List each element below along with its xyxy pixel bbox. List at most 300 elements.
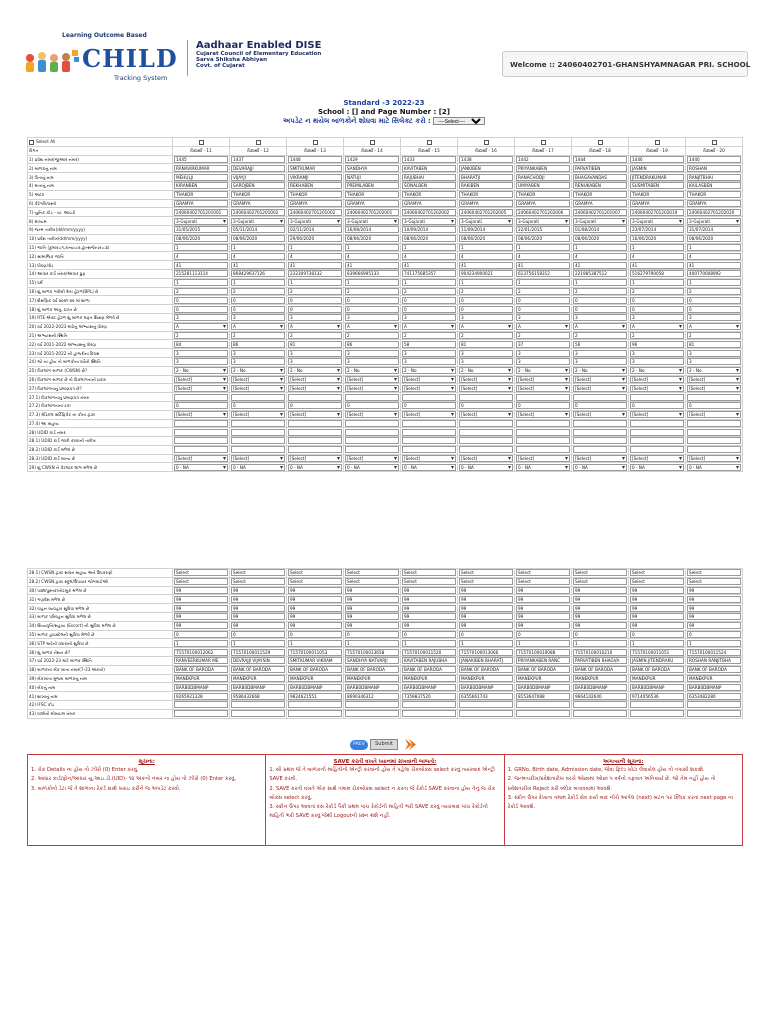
field-input[interactable]: PRIYANKABEN xyxy=(516,165,570,172)
field-input[interactable]: 3 xyxy=(630,358,684,365)
field-select[interactable]: [Select] ▾ xyxy=(345,385,399,392)
select-all-checkbox[interactable] xyxy=(29,140,34,145)
field-input[interactable] xyxy=(402,394,456,401)
field-select[interactable]: [Select] ▾ xyxy=(573,411,627,418)
field-input[interactable]: 0 xyxy=(459,306,513,313)
field-input[interactable]: BANK OF BARODA xyxy=(516,666,570,673)
field-input[interactable]: 10/09/2014 xyxy=(402,226,456,233)
field-input[interactable]: GRAMYA xyxy=(516,200,570,207)
field-select[interactable]: [Select] ▾ xyxy=(231,385,285,392)
field-input[interactable]: 9824621551 xyxy=(288,693,342,700)
field-input[interactable]: 2 xyxy=(174,332,228,339)
field-input[interactable]: 1 xyxy=(573,244,627,251)
field-input[interactable] xyxy=(174,710,228,717)
field-select[interactable]: [Select] ▾ xyxy=(459,376,513,383)
field-input[interactable]: 4 xyxy=(516,253,570,260)
field-input[interactable] xyxy=(630,701,684,708)
field-input[interactable]: 0 xyxy=(459,631,513,638)
field-input[interactable] xyxy=(459,701,513,708)
field-input[interactable]: KAILASBEN xyxy=(687,182,741,189)
field-input[interactable]: BANK OF BARODA xyxy=(288,666,342,673)
field-select[interactable]: [Select] ▾ xyxy=(288,376,342,383)
field-input[interactable]: 24060402701202005 xyxy=(459,209,513,216)
field-input[interactable]: 3 xyxy=(687,350,741,357)
field-input[interactable]: MANEKPUR xyxy=(288,675,342,682)
field-input[interactable]: JASMIN JITENDRAKU xyxy=(630,657,684,664)
field-input[interactable] xyxy=(345,420,399,427)
field-input[interactable] xyxy=(402,446,456,453)
field-select[interactable]: A ▾ xyxy=(630,323,684,330)
field-input[interactable]: 2 xyxy=(687,332,741,339)
field-select[interactable]: [Select] ▾ xyxy=(687,385,741,392)
field-input[interactable]: 0 xyxy=(288,306,342,313)
field-input[interactable]: 0 xyxy=(459,402,513,409)
student-checkbox[interactable] xyxy=(256,140,261,145)
field-input[interactable]: 1440 xyxy=(687,156,741,163)
field-input[interactable]: 4 xyxy=(573,253,627,260)
field-select[interactable]: [Select] ▾ xyxy=(402,385,456,392)
field-input[interactable]: BANK OF BARODA xyxy=(459,666,513,673)
field-input[interactable]: 0 xyxy=(402,297,456,304)
field-input[interactable]: 96 xyxy=(630,341,684,348)
field-select[interactable]: 3-Gujarati ▾ xyxy=(573,218,627,225)
field-input[interactable]: 0 xyxy=(573,306,627,313)
field-input[interactable]: 0 xyxy=(345,631,399,638)
field-input[interactable] xyxy=(630,710,684,717)
field-input[interactable]: JANAKIBEN BHARATJ xyxy=(459,657,513,664)
field-input[interactable]: 2 xyxy=(687,288,741,295)
field-select[interactable]: [Select] ▾ xyxy=(174,455,228,462)
field-input[interactable] xyxy=(459,394,513,401)
field-input[interactable]: THAKOR xyxy=(630,191,684,198)
field-select[interactable]: [Select] ▾ xyxy=(687,411,741,418)
field-select[interactable]: [Select] ▾ xyxy=(345,376,399,383)
field-input[interactable]: BANK OF BARODA xyxy=(345,666,399,673)
field-input[interactable]: MANEKPUR xyxy=(459,675,513,682)
field-input[interactable]: 3 xyxy=(630,350,684,357)
field-input[interactable]: 3 xyxy=(231,350,285,357)
field-input[interactable]: 99 xyxy=(345,622,399,629)
field-input[interactable] xyxy=(345,437,399,444)
field-input[interactable]: 0 xyxy=(516,297,570,304)
field-input[interactable]: Select xyxy=(288,569,342,576)
field-input[interactable] xyxy=(516,446,570,453)
field-select[interactable]: 3-Gujarati ▾ xyxy=(288,218,342,225)
field-input[interactable]: 1 xyxy=(516,244,570,251)
field-select[interactable]: [Select] ▾ xyxy=(231,455,285,462)
field-input[interactable]: VIKRAMJI xyxy=(288,174,342,181)
field-input[interactable]: Select xyxy=(402,578,456,585)
field-input[interactable]: 2 xyxy=(402,332,456,339)
field-input[interactable]: 1 xyxy=(174,244,228,251)
field-input[interactable]: 1 xyxy=(345,244,399,251)
field-input[interactable]: 24060402701202020 xyxy=(687,209,741,216)
field-input[interactable] xyxy=(174,420,228,427)
field-input[interactable]: 71570100012062 xyxy=(174,649,228,656)
field-input[interactable]: 41 xyxy=(459,262,513,269)
field-input[interactable]: 99 xyxy=(402,613,456,620)
field-input[interactable]: KAVITABEN xyxy=(402,165,456,172)
field-select[interactable]: [Select] ▾ xyxy=(231,411,285,418)
field-input[interactable]: 2 xyxy=(402,288,456,295)
field-select[interactable]: [Select] ▾ xyxy=(516,455,570,462)
field-input[interactable]: GRAMYA xyxy=(174,200,228,207)
field-select[interactable]: A ▾ xyxy=(231,323,285,330)
field-input[interactable]: 3 xyxy=(231,358,285,365)
field-input[interactable]: 23/07/2014 xyxy=(630,226,684,233)
field-input[interactable]: KAVITABEN RAJUBHA xyxy=(402,657,456,664)
field-input[interactable]: 99 xyxy=(288,596,342,603)
field-input[interactable]: BARB0DBMANP xyxy=(516,684,570,691)
field-input[interactable]: BANK OF BARODA xyxy=(174,666,228,673)
field-input[interactable]: 99 xyxy=(345,596,399,603)
field-input[interactable] xyxy=(231,420,285,427)
field-input[interactable]: 1 xyxy=(459,279,513,286)
field-input[interactable]: 9714056536 xyxy=(630,693,684,700)
field-input[interactable]: GRAMYA xyxy=(345,200,399,207)
field-select[interactable]: [Select] ▾ xyxy=(288,411,342,418)
field-input[interactable]: 37 xyxy=(516,341,570,348)
field-input[interactable]: SMITKUMAR xyxy=(288,165,342,172)
field-input[interactable]: 1 xyxy=(630,640,684,647)
field-input[interactable]: PREMILABEN xyxy=(345,182,399,189)
field-input[interactable]: 05/11/2014 xyxy=(231,226,285,233)
field-input[interactable] xyxy=(288,446,342,453)
field-input[interactable]: 400770008992 xyxy=(687,270,741,277)
field-input[interactable]: Select xyxy=(630,578,684,585)
field-input[interactable]: 2 xyxy=(231,288,285,295)
field-input[interactable]: 3 xyxy=(402,358,456,365)
field-input[interactable]: 41 xyxy=(174,262,228,269)
field-input[interactable]: 71570100011051 xyxy=(630,649,684,656)
field-select[interactable]: A ▾ xyxy=(573,323,627,330)
field-input[interactable]: 0 xyxy=(573,402,627,409)
field-select[interactable]: [Select] ▾ xyxy=(573,385,627,392)
field-input[interactable] xyxy=(345,446,399,453)
field-select[interactable]: 0 - NA ▾ xyxy=(573,464,627,471)
field-input[interactable]: 71570100011053 xyxy=(288,649,342,656)
field-select[interactable]: [Select] ▾ xyxy=(516,411,570,418)
field-select[interactable]: [Select] ▾ xyxy=(687,376,741,383)
field-input[interactable] xyxy=(459,437,513,444)
field-input[interactable]: GRAMYA xyxy=(687,200,741,207)
field-input[interactable]: 613756158312 xyxy=(516,270,570,277)
field-input[interactable]: 3 xyxy=(345,358,399,365)
field-input[interactable]: 1 xyxy=(459,244,513,251)
field-input[interactable]: THAKOR xyxy=(402,191,456,198)
field-select[interactable]: 2 - No ▾ xyxy=(345,367,399,374)
field-select[interactable]: A ▾ xyxy=(402,323,456,330)
field-input[interactable]: 99 xyxy=(687,613,741,620)
field-input[interactable]: PRIYANKABEN RANC xyxy=(516,657,570,664)
field-select[interactable]: 0 - NA ▾ xyxy=(231,464,285,471)
field-input[interactable] xyxy=(231,437,285,444)
field-input[interactable]: JITENDRAKUMAR xyxy=(630,174,684,181)
field-select[interactable]: A ▾ xyxy=(288,323,342,330)
field-input[interactable]: BANK OF BARODA xyxy=(231,666,285,673)
field-input[interactable]: 24060402701202019 xyxy=(630,209,684,216)
field-input[interactable]: 1 xyxy=(573,640,627,647)
field-input[interactable]: 0 xyxy=(174,297,228,304)
field-input[interactable]: 0 xyxy=(687,306,741,313)
field-input[interactable] xyxy=(345,710,399,717)
field-input[interactable]: 99 xyxy=(459,596,513,603)
field-input[interactable]: 868429637126 xyxy=(231,270,285,277)
field-select[interactable]: [Select] ▾ xyxy=(630,376,684,383)
field-input[interactable]: Select xyxy=(345,569,399,576)
field-select[interactable]: 2 - No ▾ xyxy=(459,367,513,374)
field-input[interactable] xyxy=(174,394,228,401)
field-input[interactable]: BHARATJI xyxy=(459,174,513,181)
field-input[interactable]: BANK OF BARODA xyxy=(687,666,741,673)
field-input[interactable]: 3 xyxy=(288,350,342,357)
field-input[interactable]: 99 xyxy=(231,605,285,612)
field-input[interactable]: 3 xyxy=(459,314,513,321)
field-input[interactable]: Select xyxy=(288,578,342,585)
field-input[interactable]: 99 xyxy=(630,596,684,603)
field-input[interactable]: 99 xyxy=(288,622,342,629)
field-select[interactable]: [Select] ▾ xyxy=(516,376,570,383)
field-input[interactable]: RANACHODJI xyxy=(516,174,570,181)
field-input[interactable] xyxy=(573,394,627,401)
field-select[interactable]: [Select] ▾ xyxy=(630,385,684,392)
field-input[interactable]: 99 xyxy=(459,587,513,594)
field-input[interactable]: 71570100011524 xyxy=(687,649,741,656)
field-input[interactable]: MEHULJI xyxy=(174,174,228,181)
field-input[interactable]: BARB0DBMANP xyxy=(573,684,627,691)
field-input[interactable]: 4 xyxy=(288,253,342,260)
field-input[interactable] xyxy=(687,429,741,436)
field-input[interactable]: 99 xyxy=(459,622,513,629)
field-input[interactable]: 84 xyxy=(174,341,228,348)
field-input[interactable]: UMIYABEN xyxy=(516,182,570,189)
field-input[interactable]: 6355661743 xyxy=(459,693,513,700)
field-input[interactable]: 839666995133 xyxy=(345,270,399,277)
field-input[interactable]: 232309738132 xyxy=(288,270,342,277)
field-input[interactable] xyxy=(573,446,627,453)
field-input[interactable] xyxy=(231,710,285,717)
field-input[interactable]: 71570100010210 xyxy=(573,649,627,656)
field-input[interactable]: ROSHAN RANJITBHA xyxy=(687,657,741,664)
field-input[interactable]: Select xyxy=(174,578,228,585)
field-input[interactable]: THAKOR xyxy=(459,191,513,198)
student-checkbox[interactable] xyxy=(313,140,318,145)
field-input[interactable] xyxy=(288,394,342,401)
field-select[interactable]: 3-Gujarati ▾ xyxy=(402,218,456,225)
field-input[interactable]: 4 xyxy=(231,253,285,260)
field-input[interactable]: 904234900021 xyxy=(459,270,513,277)
field-input[interactable] xyxy=(174,437,228,444)
field-input[interactable]: 99 xyxy=(516,622,570,629)
field-input[interactable]: RAJUBHAI xyxy=(402,174,456,181)
field-input[interactable]: 81 xyxy=(288,341,342,348)
field-input[interactable] xyxy=(402,437,456,444)
field-input[interactable]: 99 xyxy=(402,605,456,612)
field-input[interactable]: 99 xyxy=(630,622,684,629)
student-checkbox[interactable] xyxy=(712,140,717,145)
field-input[interactable]: 1438 xyxy=(459,156,513,163)
field-input[interactable]: Select xyxy=(459,578,513,585)
field-select[interactable]: [Select] ▾ xyxy=(174,385,228,392)
field-input[interactable]: Select xyxy=(573,569,627,576)
field-input[interactable]: 99 xyxy=(402,622,456,629)
field-select[interactable]: A ▾ xyxy=(516,323,570,330)
field-input[interactable]: 9265921328 xyxy=(174,693,228,700)
field-input[interactable]: 99 xyxy=(573,596,627,603)
field-input[interactable]: MANEKPUR xyxy=(630,675,684,682)
field-input[interactable]: 1 xyxy=(288,640,342,647)
field-input[interactable]: NATUJI xyxy=(345,174,399,181)
field-input[interactable]: 41 xyxy=(288,262,342,269)
field-input[interactable] xyxy=(573,420,627,427)
field-input[interactable]: 11/09/2014 xyxy=(459,226,513,233)
field-input[interactable] xyxy=(231,429,285,436)
field-input[interactable]: 81 xyxy=(459,341,513,348)
field-select[interactable]: [Select] ▾ xyxy=(573,455,627,462)
field-input[interactable]: 4 xyxy=(174,253,228,260)
field-select[interactable]: 3-Gujarati ▾ xyxy=(174,218,228,225)
field-input[interactable]: 86 xyxy=(231,341,285,348)
field-input[interactable]: 1 xyxy=(231,640,285,647)
field-input[interactable]: MANEKPUR xyxy=(402,675,456,682)
field-input[interactable]: MANEKPUR xyxy=(573,675,627,682)
field-input[interactable]: 3 xyxy=(459,358,513,365)
field-input[interactable]: Select xyxy=(573,578,627,585)
field-input[interactable] xyxy=(687,710,741,717)
field-select[interactable]: [Select] ▾ xyxy=(516,385,570,392)
field-input[interactable]: 2 xyxy=(345,288,399,295)
field-input[interactable]: GRAMYA xyxy=(231,200,285,207)
field-input[interactable]: THAKOR xyxy=(174,191,228,198)
field-input[interactable]: 3 xyxy=(288,358,342,365)
field-input[interactable]: 1 xyxy=(345,279,399,286)
field-input[interactable]: 99 xyxy=(402,587,456,594)
field-input[interactable] xyxy=(573,701,627,708)
field-input[interactable]: 99 xyxy=(573,587,627,594)
field-input[interactable]: 0 xyxy=(573,631,627,638)
field-select[interactable]: 2 - No ▾ xyxy=(516,367,570,374)
field-input[interactable] xyxy=(231,394,285,401)
field-input[interactable]: 99 xyxy=(573,622,627,629)
field-input[interactable]: SMITKUMAR VIKRAM xyxy=(288,657,342,664)
field-input[interactable]: 99 xyxy=(630,587,684,594)
field-input[interactable]: DEVRAJJI VIJAYSIN xyxy=(231,657,285,664)
field-input[interactable] xyxy=(516,420,570,427)
field-input[interactable]: Select xyxy=(516,578,570,585)
field-select[interactable]: 3-Gujarati ▾ xyxy=(231,218,285,225)
field-input[interactable]: 1 xyxy=(573,279,627,286)
field-input[interactable]: 22/01/2015 xyxy=(516,226,570,233)
field-input[interactable]: 1437 xyxy=(231,156,285,163)
field-input[interactable]: KIRANBEN xyxy=(174,182,228,189)
field-input[interactable]: 3 xyxy=(174,314,228,321)
field-input[interactable]: 08/06/2020 xyxy=(459,235,513,242)
field-input[interactable]: 6353482280 xyxy=(687,693,741,700)
field-input[interactable]: 1442 xyxy=(516,156,570,163)
field-input[interactable] xyxy=(174,429,228,436)
field-input[interactable]: Select xyxy=(687,569,741,576)
field-input[interactable]: 81 xyxy=(687,341,741,348)
field-select[interactable]: 2 - No ▾ xyxy=(402,367,456,374)
field-input[interactable]: 99 xyxy=(516,613,570,620)
field-input[interactable]: 1 xyxy=(687,640,741,647)
field-input[interactable]: GRAMYA xyxy=(459,200,513,207)
field-input[interactable]: BHAGAVANDAS xyxy=(573,174,627,181)
field-input[interactable]: 0 xyxy=(231,297,285,304)
field-input[interactable]: 08/06/2020 xyxy=(687,235,741,242)
field-input[interactable] xyxy=(174,446,228,453)
field-input[interactable] xyxy=(687,420,741,427)
field-input[interactable]: JASMIN xyxy=(630,165,684,172)
field-input[interactable]: Select xyxy=(516,569,570,576)
field-input[interactable]: 1448 xyxy=(288,156,342,163)
field-input[interactable]: 1 xyxy=(402,279,456,286)
next-arrow-icon[interactable] xyxy=(402,738,418,751)
field-input[interactable]: 741175685357 xyxy=(402,270,456,277)
field-select[interactable]: [Select] ▾ xyxy=(402,376,456,383)
student-checkbox[interactable] xyxy=(427,140,432,145)
field-input[interactable]: 08/06/2020 xyxy=(231,235,285,242)
submit-button[interactable]: Submit xyxy=(370,739,398,750)
field-input[interactable]: 08/06/2020 xyxy=(573,235,627,242)
field-input[interactable]: 0 xyxy=(516,306,570,313)
field-input[interactable]: 99 xyxy=(630,605,684,612)
field-input[interactable]: THAKOR xyxy=(345,191,399,198)
field-input[interactable]: 71570100011529 xyxy=(231,649,285,656)
field-input[interactable]: 99 xyxy=(345,605,399,612)
field-input[interactable]: 2 xyxy=(573,288,627,295)
field-select[interactable]: 0 - NA ▾ xyxy=(630,464,684,471)
field-select[interactable]: [Select] ▾ xyxy=(174,411,228,418)
student-checkbox[interactable] xyxy=(484,140,489,145)
field-input[interactable] xyxy=(402,710,456,717)
student-checkbox[interactable] xyxy=(655,140,660,145)
field-input[interactable]: GRAMYA xyxy=(402,200,456,207)
field-input[interactable] xyxy=(459,429,513,436)
field-input[interactable]: 1 xyxy=(174,640,228,647)
field-input[interactable]: 0 xyxy=(402,306,456,313)
field-input[interactable]: 99 xyxy=(459,613,513,620)
field-input[interactable]: 3 xyxy=(687,314,741,321)
field-input[interactable]: MANEKPUR xyxy=(687,675,741,682)
field-input[interactable]: 99 xyxy=(687,622,741,629)
field-input[interactable]: 215281113114 xyxy=(174,270,228,277)
field-input[interactable] xyxy=(288,710,342,717)
field-input[interactable] xyxy=(573,437,627,444)
field-input[interactable]: ROSHAN xyxy=(687,165,741,172)
field-input[interactable]: 31/05/2015 xyxy=(174,226,228,233)
student-checkbox[interactable] xyxy=(598,140,603,145)
field-select[interactable]: [Select] ▾ xyxy=(174,376,228,383)
field-input[interactable]: 3 xyxy=(174,350,228,357)
field-input[interactable]: 24060402701201002 xyxy=(231,209,285,216)
update-filter-select[interactable] xyxy=(433,117,485,125)
field-select[interactable]: 2 - No ▾ xyxy=(630,367,684,374)
field-input[interactable]: 08/06/2020 xyxy=(516,235,570,242)
field-input[interactable]: 99 xyxy=(687,596,741,603)
field-input[interactable] xyxy=(288,701,342,708)
student-checkbox[interactable] xyxy=(370,140,375,145)
field-input[interactable]: Select xyxy=(459,569,513,576)
field-select[interactable]: A ▾ xyxy=(174,323,228,330)
field-input[interactable]: 1446 xyxy=(630,156,684,163)
field-input[interactable]: BANK OF BARODA xyxy=(573,666,627,673)
field-input[interactable]: BARB0DBMANP xyxy=(174,684,228,691)
field-input[interactable]: 56 xyxy=(573,341,627,348)
field-input[interactable]: 0 xyxy=(174,631,228,638)
field-input[interactable]: MANEKPUR xyxy=(345,675,399,682)
field-input[interactable]: 41 xyxy=(231,262,285,269)
